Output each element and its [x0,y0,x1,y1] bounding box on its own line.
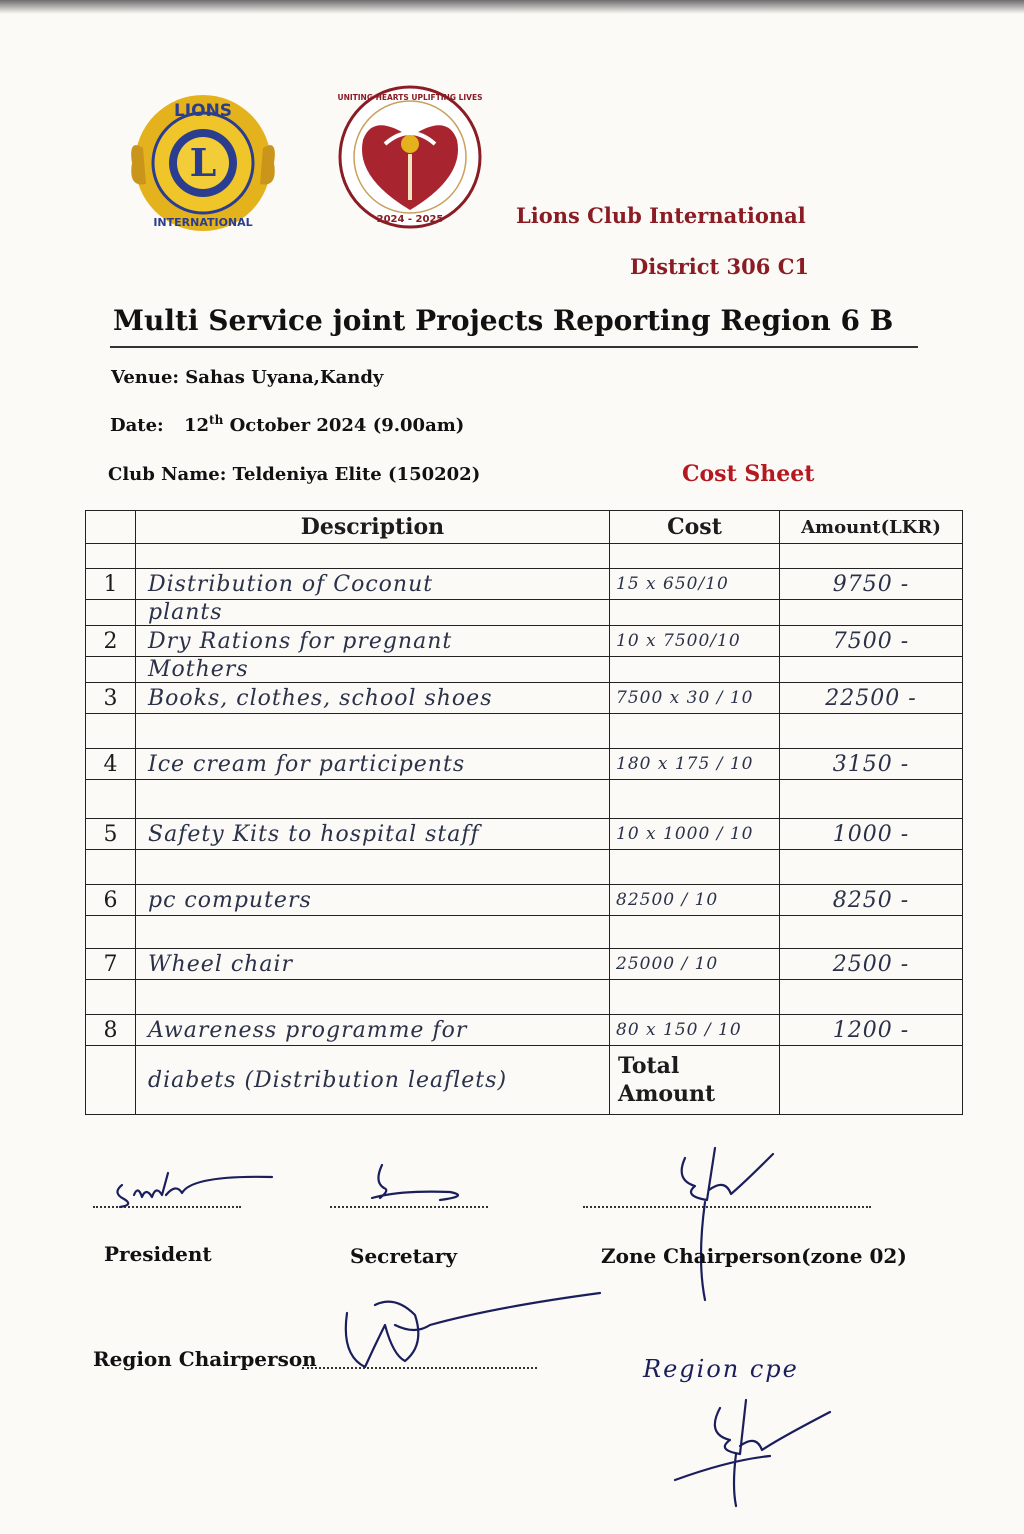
row-number: 7 [86,949,136,980]
cost-sheet-label: Cost Sheet [682,461,815,487]
row-description-cont [136,850,610,885]
date-rest: October 2024 (9.00am) [229,415,465,436]
row-number: 3 [86,683,136,714]
row-description: Distribution of Coconut [136,569,610,600]
row-amount: 22500 - [780,683,963,714]
row-number: 5 [86,819,136,850]
row-amount-cont [780,600,963,626]
row-description: pc computers [136,885,610,916]
row-number-cont [86,916,136,949]
header-amount: Amount(LKR) [780,511,963,544]
table-row [86,885,963,916]
row-cost-cont [610,600,780,626]
header-cost: Cost [610,511,780,544]
table-row-continuation [86,714,963,749]
row-amount-cont [780,916,963,949]
row-amount-cont [780,714,963,749]
table-row-continuation [86,780,963,819]
row-description: Awareness programme for [136,1015,610,1046]
row-description: Wheel chair [136,949,610,980]
date-day: 12 [183,415,210,436]
svg-text:L: L [189,140,217,185]
row-number: 2 [86,626,136,657]
region-note: Region cpe [643,1355,799,1383]
row-cost-cont [610,850,780,885]
row-description-cont: plants [136,600,610,626]
title-underline [110,346,918,348]
lions-international-logo [118,78,288,248]
header-no [86,511,136,544]
svg-text:UNITING HEARTS UPLIFTING LIVES: UNITING HEARTS UPLIFTING LIVES [337,93,483,102]
table-row-continuation [86,600,963,626]
row-cost: 80 x 150 / 10 [610,1015,780,1046]
svg-text:2024 - 2025: 2024 - 2025 [376,214,444,225]
row-description-cont [136,980,610,1015]
table-row-continuation [86,657,963,683]
row-description-cont [136,714,610,749]
president-label: President [104,1242,212,1266]
row-cost: 15 x 650/10 [610,569,780,600]
district-name: District 306 C1 [630,254,810,279]
row-number-cont [86,600,136,626]
row-amount: 9750 - [780,569,963,600]
row-cost-cont [610,657,780,683]
secretary-label: Secretary [350,1244,457,1268]
secretary-signature [360,1160,480,1208]
table-row-continuation [86,980,963,1015]
row-number: 8 [86,1015,136,1046]
row-description-cont [136,780,610,819]
region-chairperson-label: Region Chairperson [93,1347,317,1371]
row-description: Safety Kits to hospital staff [136,819,610,850]
row-cost-cont [610,714,780,749]
row-number-cont [86,1046,136,1115]
row-cost: 10 x 1000 / 10 [610,819,780,850]
row-cost-cont [610,780,780,819]
row-amount-cont [780,657,963,683]
row-description: Ice cream for participents [136,749,610,780]
svg-text:INTERNATIONAL: INTERNATIONAL [153,216,253,229]
table-row-continuation [86,1046,963,1115]
row-amount: 3150 - [780,749,963,780]
table-row-continuation [86,850,963,885]
row-amount-cont [780,850,963,885]
row-number-cont [86,714,136,749]
row-description: Dry Rations for pregnant [136,626,610,657]
date-superscript: th [209,413,224,427]
row-number-cont [86,780,136,819]
region-chairperson-signature [335,1285,615,1380]
svg-text:LIONS: LIONS [173,101,233,121]
org-name: Lions Club International [516,203,806,228]
row-amount: 1200 - [780,1015,963,1046]
date-line [110,413,464,436]
table-row [86,569,963,600]
table-row-continuation [86,916,963,949]
table-row [86,1015,963,1046]
president-signature [112,1165,282,1210]
row-cost: 25000 / 10 [610,949,780,980]
total-amount-label: Total Amount [610,1046,780,1115]
row-amount-cont [780,980,963,1015]
region-note-signature [670,1390,845,1510]
row-cost-cont [610,980,780,1015]
row-cost: 180 x 175 / 10 [610,749,780,780]
row-cost-cont [610,916,780,949]
row-amount-cont [780,780,963,819]
row-description: Books, clothes, school shoes [136,683,610,714]
row-number-cont [86,980,136,1015]
row-cost: 82500 / 10 [610,885,780,916]
row-amount: 1000 - [780,819,963,850]
cost-table [85,510,963,1115]
row-description-cont [136,916,610,949]
paper-top-edge [0,0,1024,14]
row-amount: 7500 - [780,626,963,657]
club-name: Club Name: Teldeniya Elite (150202) [108,464,481,485]
zone-chairperson-label: Zone Chairperson(zone 02) [601,1244,907,1268]
row-amount-cont [780,1046,963,1115]
date-label: Date: [110,415,164,436]
row-number: 1 [86,569,136,600]
theme-logo [325,72,495,242]
row-number: 4 [86,749,136,780]
page-title: Multi Service joint Projects Reporting Region 6 B [113,304,894,337]
row-number-cont [86,850,136,885]
table-row [86,683,963,714]
header-description: Description [136,511,610,544]
table-row [86,626,963,657]
row-description-cont: Mothers [136,657,610,683]
venue-text: Venue: Sahas Uyana,Kandy [111,367,384,388]
row-cost: 10 x 7500/10 [610,626,780,657]
row-amount: 2500 - [780,949,963,980]
row-number-cont [86,657,136,683]
row-number: 6 [86,885,136,916]
table-row [86,819,963,850]
row-cost: 7500 x 30 / 10 [610,683,780,714]
row-amount: 8250 - [780,885,963,916]
row-description-cont: diabets (Distribution leaflets) [136,1046,610,1115]
table-row [86,949,963,980]
zone-chairperson-signature [655,1140,785,1305]
table-row [86,749,963,780]
